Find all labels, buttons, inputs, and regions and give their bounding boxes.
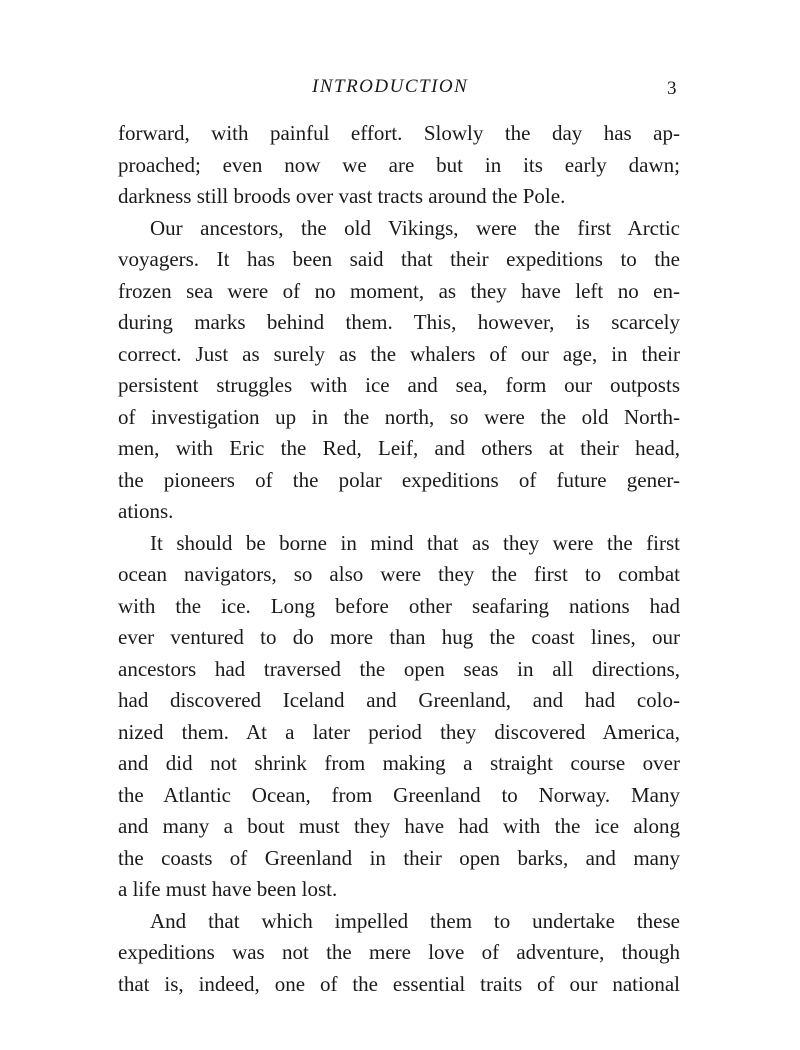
text-line: men, with Eric the Red, Leif, and others at their head, (118, 436, 680, 460)
text-line: the coasts of Greenland in their open barks, and many (118, 845, 680, 870)
text-line: forward, with painful effort. Slowly the day has ap- (118, 121, 680, 145)
text-line: frozen sea were of no moment, as they have left no en- (118, 278, 680, 303)
text-line: voyagers. It has been said that their expeditions to the (118, 247, 680, 271)
page-number: 3 (667, 78, 677, 99)
body-text (118, 118, 680, 1000)
text-line: nized them. At a later period they discovered America, (118, 719, 680, 744)
running-head (0, 76, 800, 106)
text-line: ever ventured to do more than hug the coast lines, our (118, 625, 680, 649)
text-line: ancestors had traversed the open seas in all directions, (118, 656, 680, 681)
text-line: Our ancestors, the old Vikings, were the first Arctic (150, 215, 680, 240)
running-title: INTRODUCTION (312, 76, 469, 97)
text-line: of investigation up in the north, so were the old North- (118, 404, 680, 429)
text-line: It should be borne in mind that as they were the first (150, 530, 680, 555)
paragraph-1 (118, 118, 680, 213)
paragraph-3 (118, 528, 680, 906)
text-line: a life must have been lost. (118, 877, 338, 901)
text-line: and many a bout must they have had with the ice along (118, 814, 680, 838)
text-line: correct. Just as surely as the whalers of our age, in their (118, 341, 680, 366)
text-line: the Atlantic Ocean, from Greenland to Norway. Many (118, 782, 680, 807)
text-line: during marks behind them. This, however, is scarcely (118, 310, 680, 334)
text-line: with the ice. Long before other seafaring nations had (118, 593, 680, 618)
text-line: and did not shrink from making a straight course over (118, 751, 680, 775)
text-line: had discovered Iceland and Greenland, and had colo- (118, 688, 680, 712)
text-line: ocean navigators, so also were they the first to combat (118, 562, 680, 586)
text-line: persistent struggles with ice and sea, form our outposts (118, 373, 680, 397)
text-line: darkness still broods over vast tracts around the Pole. (118, 184, 566, 208)
text-line: the pioneers of the polar expeditions of future gener- (118, 467, 680, 492)
text-line: that is, indeed, one of the essential traits of our national (118, 971, 680, 996)
text-line: And that which impelled them to undertake these (150, 908, 680, 933)
text-line: expeditions was not the mere love of adventure, though (118, 940, 680, 964)
paragraph-2 (118, 213, 680, 528)
paragraph-4 (118, 906, 680, 1001)
text-line: ations. (118, 499, 174, 523)
text-line: proached; even now we are but in its early dawn; (118, 152, 680, 177)
